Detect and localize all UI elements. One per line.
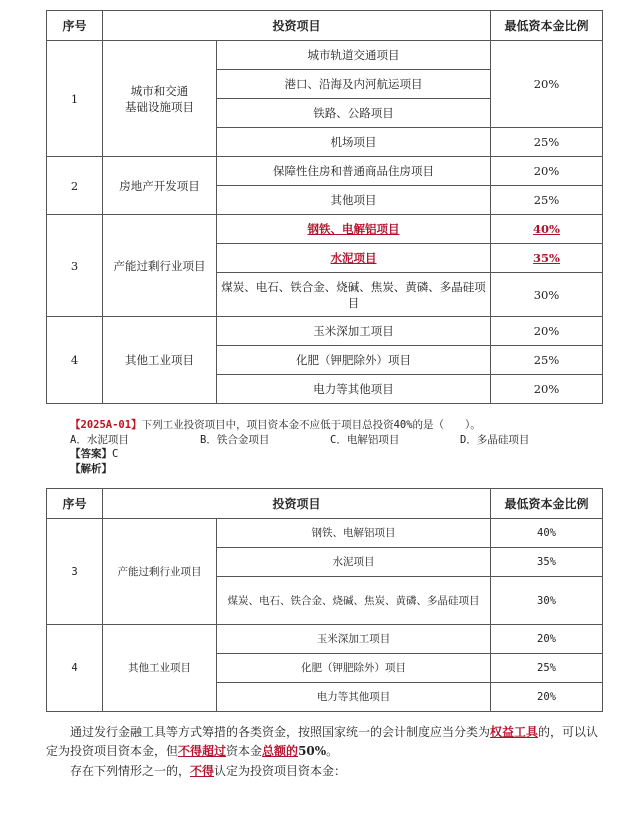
text-run: 通过发行金融工具等方式筹措的各类资金，按照国家统一的会计制度应当分类为 [70,725,491,739]
row-no: 1 [47,41,103,157]
highlight-not-exceed: 不得超过 [178,744,227,758]
ratio-cell-highlighted: 35% [491,244,603,273]
text-run: 认定为投资项目资本金： [214,764,347,778]
text-run: 。 [326,744,339,758]
ratio-cell: 40% [491,519,603,548]
project-cell: 电力等其他项目 [217,375,491,404]
option-d: D．多晶硅项目 [460,433,530,446]
header-no: 序号 [47,489,103,519]
project-cell: 玉米深加工项目 [217,317,491,346]
category-cell: 产能过剩行业项目 [103,215,217,317]
header-project: 投资项目 [103,11,491,41]
answer-label: 【答案】 [70,448,112,460]
header-ratio: 最低资本金比例 [491,11,603,41]
ratio-cell: 20% [491,317,603,346]
answer-value: C [112,448,119,460]
project-cell: 化肥（钾肥除外）项目 [217,654,491,683]
category-cell: 房地产开发项目 [103,157,217,215]
category-cell [103,41,217,157]
project-cell: 保障性住房和普通商品住房项目 [217,157,491,186]
project-cell: 煤炭、电石、铁合金、烧碱、焦炭、黄磷、多晶硅项目 [217,273,491,317]
question-stem: 下列工业投资项目中，项目资本金不应低于项目总投资40%的是（ ）。 [141,419,481,431]
project-cell: 其他项目 [217,186,491,215]
analysis-ratio-table [46,488,603,712]
analysis-label: 【解析】 [70,462,112,475]
capital-ratio-table [46,10,603,404]
ratio-cell: 25% [491,186,603,215]
project-cell: 钢铁、电解铝项目 [217,519,491,548]
project-cell-highlighted: 水泥项目 [217,244,491,273]
ratio-cell: 20% [491,157,603,186]
ratio-cell: 25% [491,654,603,683]
row-no: 3 [47,519,103,625]
ratio-cell: 30% [491,273,603,317]
header-project: 投资项目 [103,489,491,519]
project-cell: 化肥（钾肥除外）项目 [217,346,491,375]
paragraph-exclusions [46,762,602,781]
highlight-not-allowed: 不得 [190,764,215,778]
ratio-cell: 25% [491,128,603,157]
project-cell: 电力等其他项目 [217,683,491,712]
project-cell: 港口、沿海及内河航运项目 [217,70,491,99]
category-line: 基础设施项目 [125,99,194,114]
category-cell: 其他工业项目 [103,317,217,404]
text-run: 的，可以认定为投资项目资本金，但 [46,725,599,758]
project-cell: 铁路、公路项目 [217,99,491,128]
highlight-total: 总额的 [262,744,299,758]
category-line: 城市和交通 [130,83,189,98]
text-run: 资本金 [226,744,263,758]
text-run: 存在下列情形之一的， [70,764,191,778]
ratio-cell: 30% [491,577,603,625]
row-no: 3 [47,215,103,317]
option-c: C．电解铝项目 [330,433,400,446]
project-cell-highlighted: 钢铁、电解铝项目 [217,215,491,244]
category-cell: 其他工业项目 [103,625,217,712]
project-cell: 机场项目 [217,128,491,157]
ratio-cell: 20% [491,625,603,654]
option-b: B．铁合金项目 [200,433,270,446]
project-cell: 城市轨道交通项目 [217,41,491,70]
ratio-cell: 20% [491,41,603,128]
highlight-percent: 50% [298,744,327,758]
ratio-cell: 20% [491,683,603,712]
header-no: 序号 [47,11,103,41]
project-cell: 煤炭、电石、铁合金、烧碱、焦炭、黄磷、多晶硅项目 [217,577,491,625]
paragraph-equity-instruments [46,723,602,761]
row-no: 4 [47,625,103,712]
header-ratio: 最低资本金比例 [491,489,603,519]
category-cell: 产能过剩行业项目 [103,519,217,625]
ratio-cell: 25% [491,346,603,375]
project-cell: 水泥项目 [217,548,491,577]
row-no: 2 [47,157,103,215]
question-options [70,433,590,448]
option-a: A．水泥项目 [70,433,129,446]
project-cell: 玉米深加工项目 [217,625,491,654]
ratio-cell: 20% [491,375,603,404]
question-stem-line [70,418,590,433]
ratio-cell: 35% [491,548,603,577]
row-no: 4 [47,317,103,404]
exam-question [70,418,590,476]
question-tag: 【2025A-01】 [70,419,142,431]
answer-line [70,447,590,462]
ratio-cell-highlighted: 40% [491,215,603,244]
highlight-equity: 权益工具 [490,725,539,739]
